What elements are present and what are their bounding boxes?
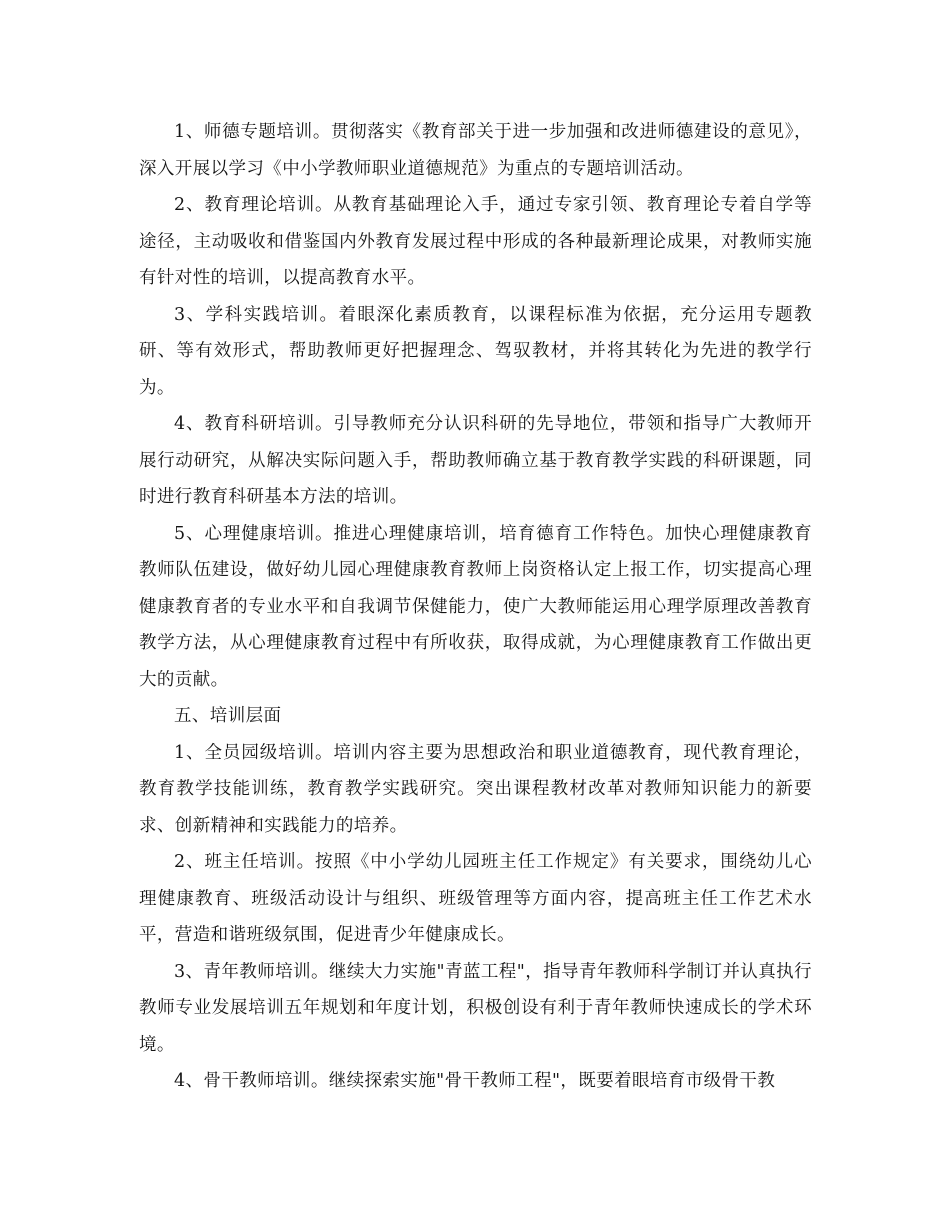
paragraph-young-teacher-training: 3、青年教师培训。继续大力实施"青蓝工程"，指导青年教师科学制订并认真执行教师专业发展培训五年规划和年度计划，积极创设有利于青年教师快速成长的学术环境。	[139, 961, 812, 1055]
paragraph-teacher-ethics-training: 1、师德专题培训。贯彻落实《教育部关于进一步加强和改进师德建设的意见》，深入开展以学习《中小学教师职业道德规范》为重点的专题培训活动。	[139, 122, 812, 179]
paragraph-class-teacher-training: 2、班主任培训。按照《中小学幼儿园班主任工作规定》有关要求，围绕幼儿心理健康教育、班级活动设计与组织、班级管理等方面内容，提高班主任工作艺术水平，营造和谐班级氛围，促进青少年健康成长。	[139, 852, 812, 945]
paragraph-key-teacher-training: 4、骨干教师培训。继续探索实施"骨干教师工程"，既要着眼培育市级骨干教	[174, 1071, 776, 1091]
paragraph-research-training: 4、教育科研培训。引导教师充分认识科研的先导地位，带领和指导广大教师开展行动研究，从解决实际问题入手，帮助教师确立基于教育教学实践的科研课题，同时进行教育科研基本方法的培训。	[139, 414, 812, 507]
section-heading-training-levels: 五、培训层面	[174, 706, 282, 726]
paragraph-all-staff-training: 1、全员园级培训。培训内容主要为思想政治和职业道德教育，现代教育理论，教育教学技能训练，教育教学实践研究。突出课程教材改革对教师知识能力的新要求、创新精神和实践能力的培养。	[139, 742, 812, 836]
document-body	[139, 114, 812, 1100]
paragraph-mental-health-training: 5、心理健康培训。推进心理健康培训，培育德育工作特色。加快心理健康教育教师队伍建设，做好幼儿园心理健康教育教师上岗资格认定上报工作，切实提高心理健康教育者的专业水平和自我调节保健能力，使广大教师能运用心理学原理改善教育教学方法，从心理健康教育过程中有所收获，取得成就，为心理健康教育工作做出更大的贡献。	[139, 523, 812, 690]
paragraph-education-theory-training: 2、教育理论培训。从教育基础理论入手，通过专家引领、教育理论专着自学等途径，主动吸收和借鉴国内外教育发展过程中形成的各种最新理论成果，对教师实施有针对性的培训，以提高教育水平。	[139, 195, 812, 288]
paragraph-subject-practice-training: 3、学科实践培训。着眼深化素质教育，以课程标准为依据，充分运用专题教研、等有效形式，帮助教师更好把握理念、驾驭教材，并将其转化为先进的教学行为。	[139, 304, 812, 398]
